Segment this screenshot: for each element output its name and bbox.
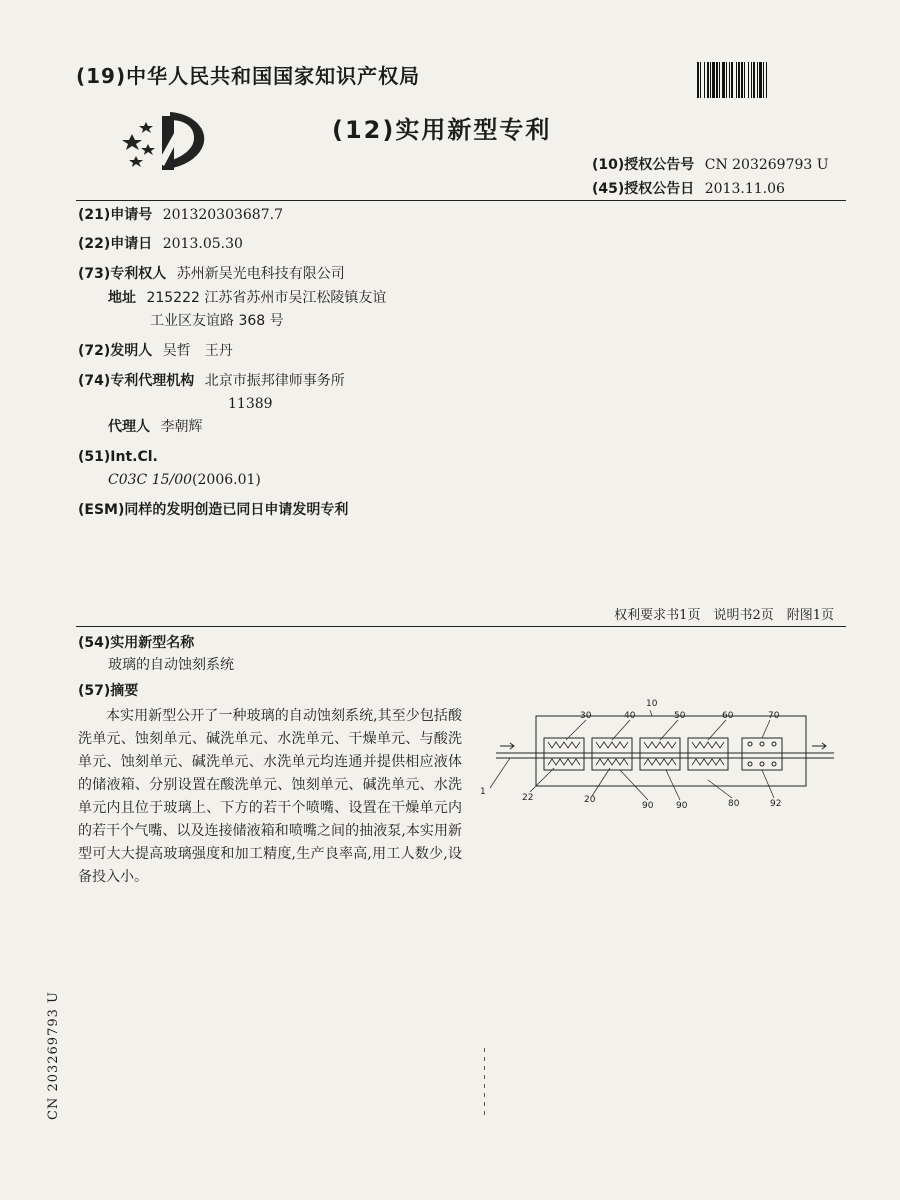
- agent: 代理人 李朝辉: [108, 419, 203, 435]
- label-90-b: 90: [676, 801, 688, 811]
- title-label: (54)实用新型名称: [78, 635, 195, 651]
- abstract-label: (57)摘要: [78, 683, 139, 699]
- publication-date-row: [592, 178, 785, 198]
- fold-mark: [484, 1048, 485, 1118]
- label-92: 92: [770, 799, 782, 809]
- patentee: (73)专利权人 苏州新吴光电科技有限公司: [78, 266, 345, 282]
- application-number: (21)申请号 201320303687.7: [78, 207, 283, 223]
- address: 地址 215222 江苏省苏州市吴江松陵镇友谊: [108, 290, 387, 306]
- esm-note: (ESM)同样的发明创造已同日申请发明专利: [78, 502, 349, 518]
- unit-70-dryer: [742, 738, 782, 770]
- pub-date-label: (45)授权公告日: [592, 181, 695, 197]
- inventors: (72)发明人 吴哲 王丹: [78, 343, 233, 359]
- unit-30: [544, 738, 584, 770]
- header-rule: [76, 200, 846, 201]
- ipc-label: (51)Int.Cl.: [78, 449, 158, 465]
- section-rule: [76, 626, 846, 627]
- label-20: 20: [584, 795, 596, 805]
- side-publication-number: CN 203269793 U: [46, 991, 61, 1120]
- page-count: 权利要求书1页 说明书2页 附图1页: [614, 608, 834, 623]
- pub-no-label: (10)授权公告号: [592, 157, 695, 173]
- unit-50: [640, 738, 680, 770]
- label-50: 50: [674, 711, 686, 721]
- address-line-2: 工业区友谊路 368 号: [150, 313, 284, 329]
- abstract-text: 本实用新型公开了一种玻璃的自动蚀刻系统,其至少包括酸洗单元、蚀刻单元、碱洗单元、水洗单元、干燥单元、与酸洗单元、蚀刻单元、碱洗单元、水洗单元均连通并提供相应液体的储液箱、分别设置在酸洗单元、蚀刻单元、碱洗单元、水洗单元内且位于玻璃上、下方的若干个喷嘴、设置在干燥单元内的若干个气嘴、以及连接储液箱和喷嘴之间的抽液泵,本实用新型可大大提高玻璃强度和加工精度,生产良率高,用工人数少,设备投入小。: [78, 708, 462, 885]
- pub-date: 2013.11.06: [704, 181, 785, 197]
- patent-office-name: (19)中华人民共和国国家知识产权局: [76, 64, 421, 88]
- unit-60: [688, 738, 728, 770]
- utility-model-title: 玻璃的自动蚀刻系统: [108, 657, 234, 673]
- label-80: 80: [728, 799, 740, 809]
- agency-code: 11389: [228, 396, 273, 412]
- label-90-a: 90: [642, 801, 654, 811]
- barcode: [697, 62, 847, 98]
- label-22: 22: [522, 793, 534, 803]
- ipc-classification: C03C 15/00(2006.01): [108, 472, 261, 488]
- publication-number-row: [592, 154, 829, 174]
- document-type: (12)实用新型专利: [332, 116, 552, 144]
- housing-box: [536, 716, 806, 786]
- patent-agency: (74)专利代理机构 北京市振邦律师事务所: [78, 373, 345, 389]
- pub-no: CN 203269793 U: [704, 157, 829, 173]
- label-1: 1: [480, 787, 486, 797]
- cnipa-logo: [118, 104, 218, 174]
- label-10: 10: [646, 699, 658, 709]
- label-30: 30: [580, 711, 592, 721]
- label-40: 40: [624, 711, 636, 721]
- abstract-figure: [470, 690, 850, 820]
- label-60: 60: [722, 711, 734, 721]
- application-date: (22)申请日 2013.05.30: [78, 236, 243, 252]
- label-70: 70: [768, 711, 780, 721]
- unit-40: [592, 738, 632, 770]
